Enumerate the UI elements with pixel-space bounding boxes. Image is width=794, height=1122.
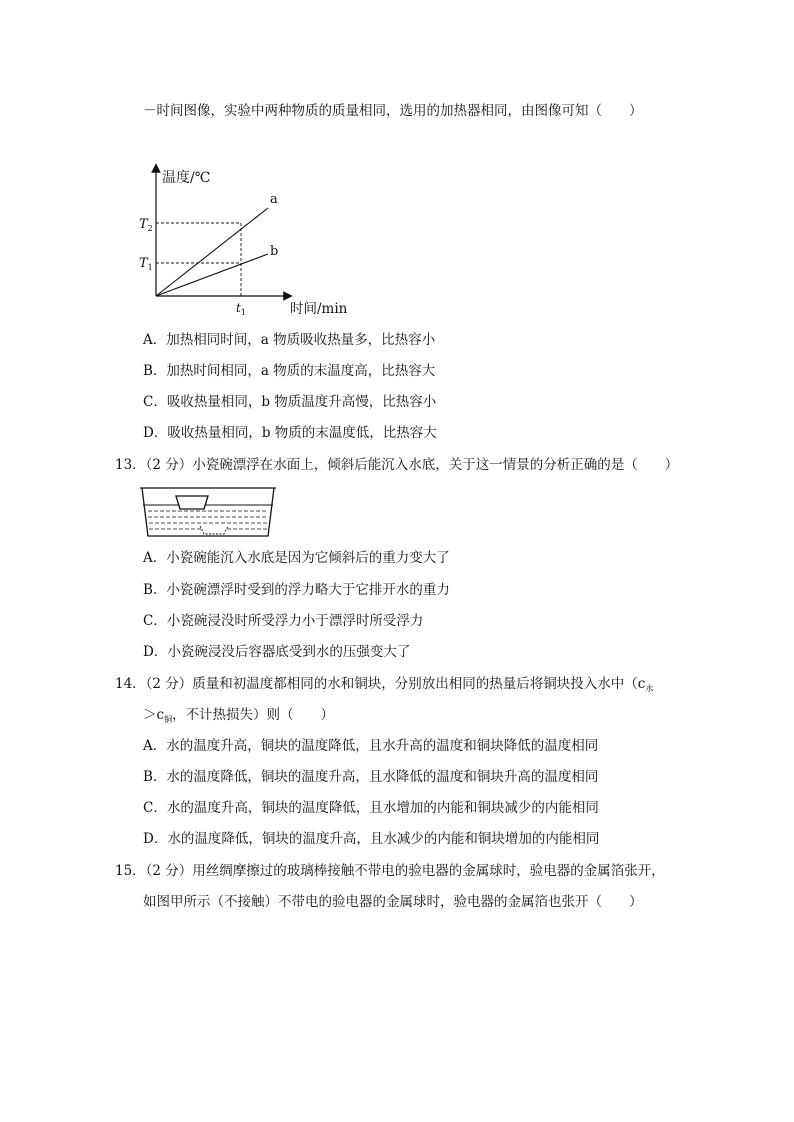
- q12-temperature-time-graph: [138, 160, 358, 320]
- q13-stem: 13．（2 分）小瓷碗漂浮在水面上，倾斜后能沉入水底，关于这一情景的分析正确的是（ ）: [115, 457, 679, 473]
- q14-option-c: C．水的温度升高，铜块的温度降低，且水增加的内能和铜块减少的内能相同: [143, 800, 599, 816]
- x-axis-label: 时间/min: [290, 301, 348, 317]
- q12-option-c: C．吸收热量相同，b 物质温度升高慢，比热容小: [143, 394, 437, 410]
- q12-option-a: A．加热相同时间，a 物质吸收热量多，比热容小: [143, 332, 436, 348]
- t2-label: $T_2$: [139, 217, 153, 233]
- q15-stem-line2: 如图甲所示（不接触）不带电的验电器的金属球时，验电器的金属箔也张开（ ）: [143, 894, 643, 910]
- q15-stem-line1: 15．（2 分）用丝绸摩擦过的玻璃棒接触不带电的验电器的金属球时，验电器的金属箔张开，: [115, 863, 665, 879]
- q13-option-b: B．小瓷碗漂浮时受到的浮力略大于它排开水的重力: [143, 582, 450, 598]
- q12-option-b: B．加热时间相同，a 物质的末温度高，比热容大: [143, 363, 436, 379]
- q13-option-d: D．小瓷碗浸没后容器底受到水的压强变大了: [143, 644, 411, 660]
- y-axis-label: 温度/℃: [162, 170, 211, 186]
- q14-option-a: A．水的温度升高，铜块的温度降低，且水升高的温度和铜块降低的温度相同: [143, 738, 599, 754]
- q14-option-d: D．水的温度降低，铜块的温度升高，且水减少的内能和铜块增加的内能相同: [143, 831, 600, 847]
- sub-water: 水: [645, 684, 654, 693]
- q13-option-a: A．小瓷碗能沉入水底是因为它倾斜后的重力变大了: [143, 550, 450, 566]
- line-b: [156, 254, 268, 296]
- q12-stem-tail: －时间图像，实验中两种物质的质量相同，选用的加热器相同，由图像可知（ ）: [143, 103, 643, 119]
- line-b-label: b: [270, 244, 279, 259]
- q14-stem-line2: $>c_铜$，不计热损失）则（ ）: [143, 707, 335, 724]
- line-a: [156, 208, 268, 296]
- t1x-label: $t_1$: [236, 301, 246, 317]
- t1y-label: $T_1$: [139, 256, 153, 272]
- sub-copper: 铜: [164, 715, 173, 724]
- q12-option-d: D．吸收热量相同，b 物质的末温度低，比热容大: [143, 425, 437, 441]
- q13-bowl-in-water-figure: [140, 484, 276, 540]
- q13-option-c: C．小瓷碗浸没时所受浮力小于漂浮时所受浮力: [143, 613, 424, 629]
- q14-stem-line1: 14．（2 分）质量和初温度都相同的水和铜块，分别放出相同的热量后将铜块投入水中（$c_水$: [115, 676, 654, 693]
- q14-option-b: B．水的温度降低，铜块的温度升高，且水降低的温度和铜块升高的温度相同: [143, 769, 599, 785]
- line-a-label: a: [270, 192, 278, 207]
